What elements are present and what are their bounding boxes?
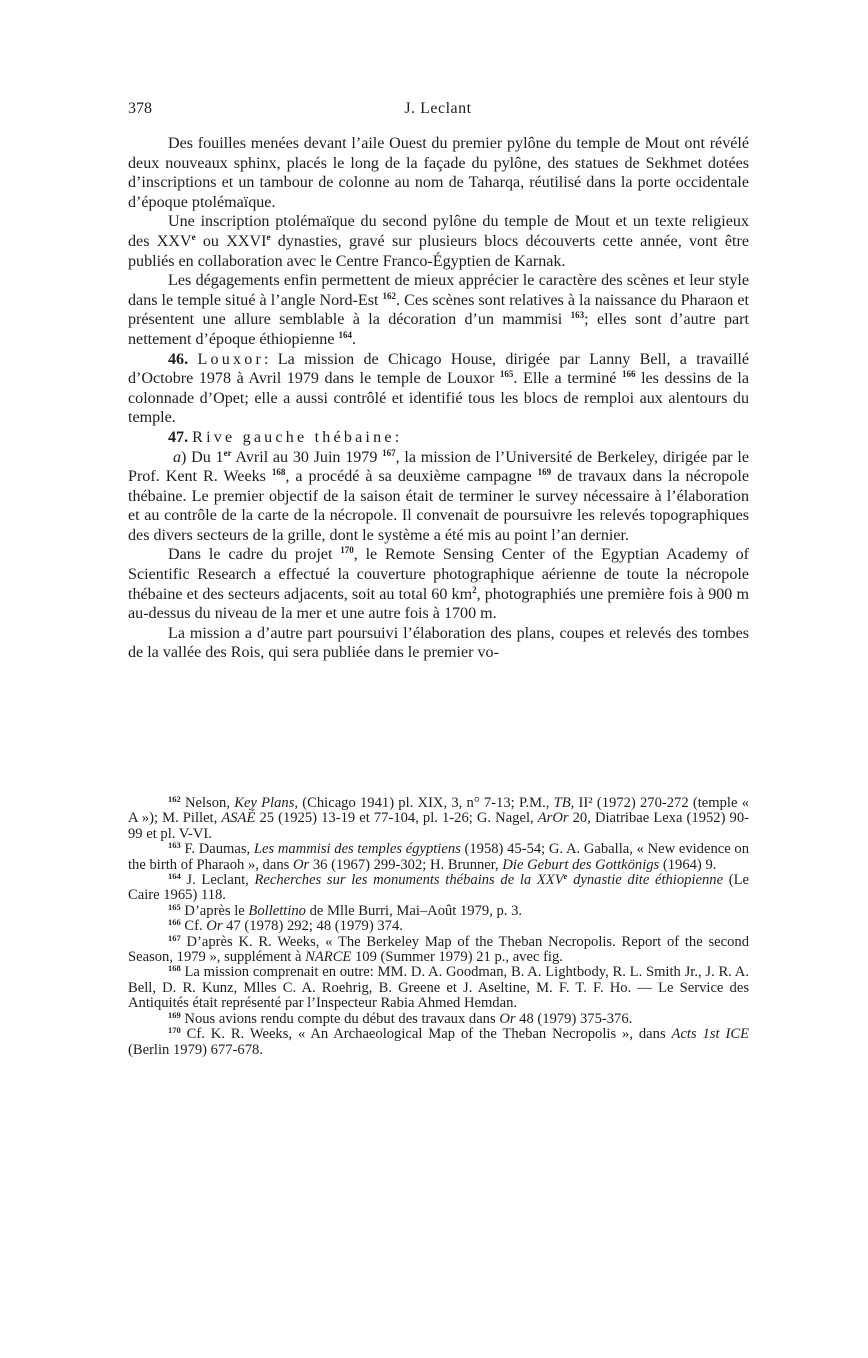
paragraph <box>128 545 749 623</box>
note-marker: 167 <box>382 447 396 458</box>
text-run: les dessins de la colonnade d’Opet; elle a aussi contrôlé et identifié tous les blocs de remploi aux alentours du temple. <box>128 370 749 427</box>
text-run: ou XXVI <box>195 232 267 250</box>
text-run: ASAÉ <box>221 810 256 827</box>
footnote <box>128 1027 749 1058</box>
footnote <box>128 873 749 904</box>
text-run: : <box>394 428 400 446</box>
spaced-heading: Rive gauche thébaine <box>192 428 395 446</box>
note-marker: 164 <box>168 871 181 882</box>
text-run: (Chicago 1941) pl. XIX, 3, n° 7-13; P.M., <box>298 795 554 811</box>
text-run: Cf. K. R. Weeks, « An Archaeological Map of the Theban Necropolis », dans <box>180 1026 672 1043</box>
text-run: II² (1972) 270-272 (temple « A »); M. Pillet, <box>128 795 749 827</box>
paragraph <box>128 271 749 349</box>
note-marker: 2 <box>472 584 477 595</box>
text-run: 48 (1979) 375-376. <box>515 1010 633 1027</box>
section-number: 46. <box>168 350 189 368</box>
text-run: Une inscription ptolémaïque du second pylône du temple de Mout et un texte religieux des XXV <box>128 213 749 250</box>
footnote <box>128 919 749 934</box>
text-run: 20, Diatribae Lexa (1952) 90-99 et pl. V-VI. <box>128 810 749 842</box>
text-run: La mission comprenait en outre: MM. D. A. Goodman, B. A. Lightbody, R. L. Smith Jr., J. R. A. Bell, D. R. Kunz, Mlles C. A. Roehrig, B. Greene et J. Aseltine, M. F. T. F. Ho. — Le Service des Antiquités était représenté par l’Inspecteur Rabia Ahmed Hemdan. <box>128 964 749 1012</box>
text-run: ArOr <box>537 810 569 827</box>
text-run: ) Du 1 <box>181 448 224 466</box>
note-marker: 165 <box>499 369 514 380</box>
note-marker: 162 <box>382 290 397 301</box>
spaced-heading: Louxor <box>197 350 265 368</box>
text-run: Recherches sur les monuments thébains de la XXV <box>254 872 564 889</box>
text-run: D’après le <box>180 902 249 919</box>
text-run: Bollettino <box>248 902 306 919</box>
text-run: Key Plans, <box>234 795 299 811</box>
note-marker: 168 <box>271 467 286 478</box>
text-run: Les dégagements enfin permettent de mieux apprécier le caractère des scènes et leur style dans le temple situé à l’angle Nord-Est <box>128 272 749 309</box>
superscript: e <box>563 871 568 882</box>
text-run: , le Remote Sensing Center of the Egyptian Academy of Scientific Research a effectué la couverture photographique aérienne de toute la nécropole thébaine et des secteurs adjacents, soit au total 60 km <box>128 546 749 603</box>
text-run: de travaux dans la nécropole thébaine. Le premier objectif de la saison était de terminer le survey nécessaire à l’élaboration et au contrôle de la carte de la nécropole. Il convenait de poursuivre les relevés topographiques des divers secteurs de la grille, dont le système a été mis au point l’an dernier. <box>128 468 749 544</box>
footnote <box>128 796 749 842</box>
text-run: , la mission de l’Université de Berkeley, dirigée par le Prof. Kent R. Weeks <box>128 448 749 486</box>
text-run: 36 (1967) 299-302; H. Brunner, <box>309 856 503 873</box>
note-marker: 168 <box>168 963 181 974</box>
paragraph <box>128 448 749 546</box>
text-run: F. Daumas, <box>180 841 254 858</box>
section-number: 47. <box>168 428 189 446</box>
text-run: de Mlle Burri, Mai–Août 1979, p. 3. <box>305 902 523 919</box>
footnote <box>128 1009 749 1027</box>
paragraph <box>128 350 749 428</box>
note-marker: 164 <box>338 329 352 340</box>
note-marker: 162 <box>168 794 181 804</box>
note-marker: 170 <box>168 1025 181 1036</box>
text-run: Les mammisi des temples égyptiens <box>253 841 461 858</box>
text-run: a <box>173 448 182 466</box>
note-marker: 170 <box>340 545 354 556</box>
text-run: D’après K. R. Weeks, « The Berkeley Map of the Theban Necropolis. Report of the second Season, 1979 », supplément à <box>128 933 749 966</box>
text-run: : La mission de Chicago House, dirigée par Lanny Bell, a travaillé d’Octobre 1978 à Avril 1979 dans le temple de Louxor <box>128 350 749 388</box>
text-run: ; elles sont d’autre part nettement d’époque éthiopienne <box>128 311 749 348</box>
running-title: J. Leclant <box>404 100 472 117</box>
text-run: Die Geburt des Gottkönigs <box>502 856 660 873</box>
text-run: Des fouilles menées devant l’aile Ouest du premier pylône du temple de Mout ont révélé deux nouveaux sphinx, placés le long de la façade du pylône, des statues de Sekhmet dotées d’inscriptions et un tambour de colonne au nom de Taharqa, réutilisé dans la porte occidentale d’époque ptolémaïque. <box>128 135 749 211</box>
footnotes <box>128 796 749 1058</box>
text-run: Avril au 30 Juin 1979 <box>231 448 383 466</box>
main-text <box>128 134 749 663</box>
text-run: Nous avions rendu compte du début des travaux dans <box>180 1010 500 1027</box>
text-run: . <box>351 330 357 348</box>
paragraph <box>128 428 749 448</box>
text-run: Or <box>206 918 223 935</box>
text-run: (Le Caire 1965) 118. <box>128 872 749 904</box>
text-run: Cf. <box>180 918 207 935</box>
note-marker: e <box>191 231 196 242</box>
text-run: dynastie dite éthiopienne <box>567 872 724 889</box>
text-run: Or <box>499 1010 516 1027</box>
text-run: 47 (1978) 292; 48 (1979) 374. <box>222 918 403 935</box>
note-marker: 165 <box>168 901 181 912</box>
footnote <box>128 965 749 1011</box>
note-marker: 163 <box>168 840 181 851</box>
text-run: (1964) 9. <box>659 856 717 873</box>
note-marker: 163 <box>570 310 585 321</box>
text-run: dynasties, gravé sur plusieurs blocs découverts cette année, vont être publiés en collaboration avec le Centre Franco-Égyptien de Karnak. <box>128 232 750 270</box>
text-run: 25 (1925) 13-19 et 77-104, pl. 1-26; G. Nagel, <box>255 810 538 827</box>
paragraph <box>128 212 749 271</box>
footnote <box>128 932 749 966</box>
note-marker: 166 <box>621 369 636 380</box>
text-run: Dans le cadre du projet <box>168 546 341 564</box>
note-marker: 166 <box>168 917 181 928</box>
note-marker: e <box>266 231 271 242</box>
page-number: 378 <box>128 100 152 117</box>
running-header <box>128 100 748 122</box>
paragraph <box>128 134 749 212</box>
footnote <box>128 901 749 919</box>
text-run: Or <box>292 856 310 873</box>
text-run: (1958) 45-54; G. A. Gaballa, « New evidence on the birth of Pharaoh », dans <box>128 841 749 873</box>
note-marker: er <box>223 447 232 458</box>
text-run: 109 (Summer 1979) 21 p., avec fig. <box>351 949 563 966</box>
footnote <box>128 842 749 873</box>
text-run: . Ces scènes sont relatives à la naissance du Pharaon et présentent une allure semblable à la décoration d’un mammisi <box>128 291 750 329</box>
text-run: . Elle a terminé <box>513 370 622 388</box>
text-run: TB, <box>553 795 575 811</box>
text-run: , photographiés une première fois à 900 m au-dessus du niveau de la mer et une autre fois à 1700 m. <box>128 585 749 623</box>
text-run: , a procédé à sa deuxième campagne <box>285 468 538 486</box>
note-marker: 169 <box>168 1009 181 1020</box>
text-run: NARCE <box>305 949 352 966</box>
text-run: Nelson, <box>180 795 235 811</box>
note-marker: 167 <box>168 932 181 943</box>
text-run: Acts 1st ICE <box>671 1026 749 1043</box>
text-run: La mission a d’autre part poursuivi l’élaboration des plans, coupes et relevés des tombes de la vallée des Rois, qui sera publiée dans le premier vo- <box>128 624 749 662</box>
note-marker: 169 <box>537 467 552 478</box>
text-run: (Berlin 1979) 677-678. <box>128 1041 263 1058</box>
paragraph <box>128 624 749 663</box>
text-run: J. Leclant, <box>180 872 255 889</box>
